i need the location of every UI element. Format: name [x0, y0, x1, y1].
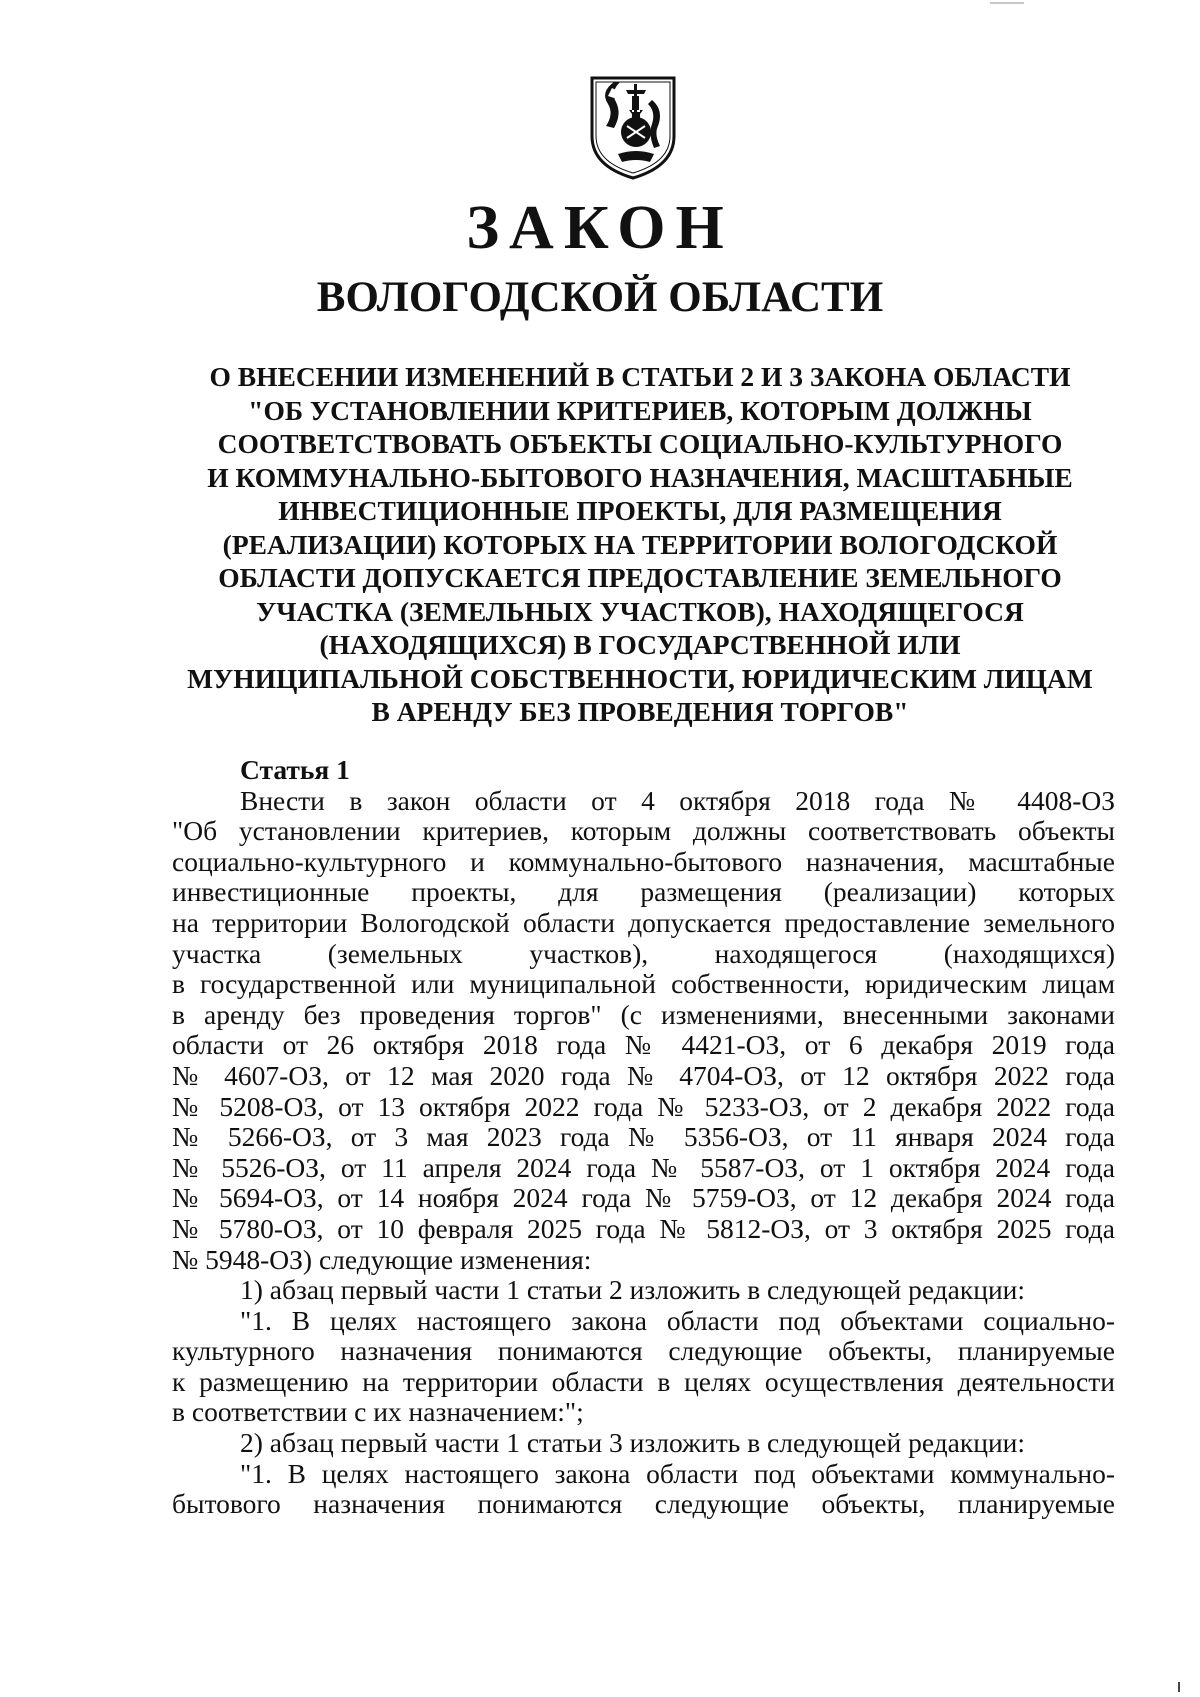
body-line: социально-культурного и коммунально-бытового назначения, масштабные — [172, 845, 1115, 877]
body-line: 1) абзац первый части 1 статьи 2 изложить в следующей редакции: — [240, 1274, 1026, 1306]
body-line: области от 26 октября 2018 года № 4421-ОЗ, от 6 декабря 2019 года — [172, 1029, 1115, 1061]
title-line: МУНИЦИПАЛЬНОЙ СОБСТВЕННОСТИ, ЮРИДИЧЕСКИМ ЛИЦАМ — [187, 662, 1093, 694]
body-line: № 5780-ОЗ, от 10 февраля 2025 года № 5812-ОЗ, от 3 октября 2025 года — [172, 1212, 1115, 1244]
body-line: № 5694-ОЗ, от 14 ноября 2024 года № 5759-ОЗ, от 12 декабря 2024 года — [172, 1182, 1115, 1214]
body-line: № 5208-ОЗ, от 13 октября 2022 года № 5233-ОЗ, от 2 декабря 2022 года — [172, 1090, 1115, 1122]
title-line: И КОММУНАЛЬНО-БЫТОВОГО НАЗНАЧЕНИЯ, МАСШТАБНЫЕ — [207, 461, 1073, 493]
body-line: № 5266-ОЗ, от 3 мая 2023 года № 5356-ОЗ, от 11 января 2024 года — [172, 1121, 1115, 1153]
body-line: № 4607-ОЗ, от 12 мая 2020 года № 4704-ОЗ, от 12 октября 2022 года — [172, 1059, 1115, 1091]
title-line: УЧАСТКА (ЗЕМЕЛЬНЫХ УЧАСТКОВ), НАХОДЯЩЕГОСЯ — [256, 595, 1024, 627]
body-line: Внести в закон области от 4 октября 2018 года № 4408-ОЗ — [240, 784, 1115, 816]
body-line: в государственной или муниципальной собственности, юридическим лицам — [172, 968, 1115, 1000]
body-line: на территории Вологодской области допускается предоставление земельного — [172, 906, 1115, 938]
body-line: "Об установлении критериев, которым должны соответствовать объекты — [172, 815, 1115, 847]
law-title — [170, 360, 1110, 729]
title-line: (РЕАЛИЗАЦИИ) КОТОРЫХ НА ТЕРРИТОРИИ ВОЛОГОДСКОЙ — [222, 528, 1058, 560]
body-line: "1. В целях настоящего закона области под объектами коммунально- — [240, 1457, 1115, 1489]
title-line: В АРЕНДУ БЕЗ ПРОВЕДЕНИЯ ТОРГОВ" — [371, 696, 909, 727]
title-line: (НАХОДЯЩИХСЯ) В ГОСУДАРСТВЕННОЙ ИЛИ — [319, 629, 961, 660]
body-line: № 5526-ОЗ, от 11 апреля 2024 года № 5587-ОЗ, от 1 октября 2024 года — [172, 1151, 1115, 1183]
body-line: в соответствии с их назначением:"; — [172, 1396, 584, 1428]
body-line: инвестиционные проекты, для размещения (реализации) которых — [172, 876, 1115, 908]
body-line: № 5948-ОЗ) следующие изменения: — [172, 1243, 592, 1275]
body-line: "1. В целях настоящего закона области под объектами социально- — [240, 1304, 1115, 1336]
coat-of-arms-svg — [588, 74, 678, 182]
title-line: ИНВЕСТИЦИОННЫЕ ПРОЕКТЫ, ДЛЯ РАЗМЕЩЕНИЯ — [278, 495, 1002, 526]
body-line: культурного назначения понимаются следующие объекты, планируемые — [172, 1335, 1115, 1367]
scan-edge-mark — [1178, 1682, 1180, 1692]
region-name: ВОЛОГОДСКОЙ ОБЛАСТИ — [316, 274, 884, 321]
title-line: ОБЛАСТИ ДОПУСКАЕТСЯ ПРЕДОСТАВЛЕНИЕ ЗЕМЕЛЬНОГО — [218, 562, 1062, 593]
coat-of-arms-icon — [588, 74, 678, 182]
document-type: ЗАКОН — [466, 194, 734, 262]
body-line: 2) абзац первый части 1 статьи 3 изложить в следующей редакции: — [240, 1427, 1026, 1459]
body-line: к размещению на территории области в целях осуществления деятельности — [172, 1365, 1115, 1397]
scan-artifact — [990, 2, 1024, 4]
title-line: СООТВЕТСТВОВАТЬ ОБЪЕКТЫ СОЦИАЛЬНО-КУЛЬТУРНОГО — [217, 428, 1063, 459]
title-line: "ОБ УСТАНОВЛЕНИИ КРИТЕРИЕВ, КОТОРЫМ ДОЛЖНЫ — [248, 394, 1032, 426]
article-body — [172, 755, 1115, 1520]
body-line: бытового назначения понимаются следующие объекты, планируемые — [172, 1488, 1115, 1520]
body-line: участка (земельных участков), находящегося (находящихся) — [172, 937, 1115, 969]
body-line: в аренду без проведения торгов" (с изменениями, внесенными законами — [172, 998, 1115, 1030]
article-heading: Статья 1 — [240, 754, 350, 785]
title-line: О ВНЕСЕНИИ ИЗМЕНЕНИЙ В СТАТЬИ 2 И 3 ЗАКОНА ОБЛАСТИ — [209, 361, 1071, 392]
